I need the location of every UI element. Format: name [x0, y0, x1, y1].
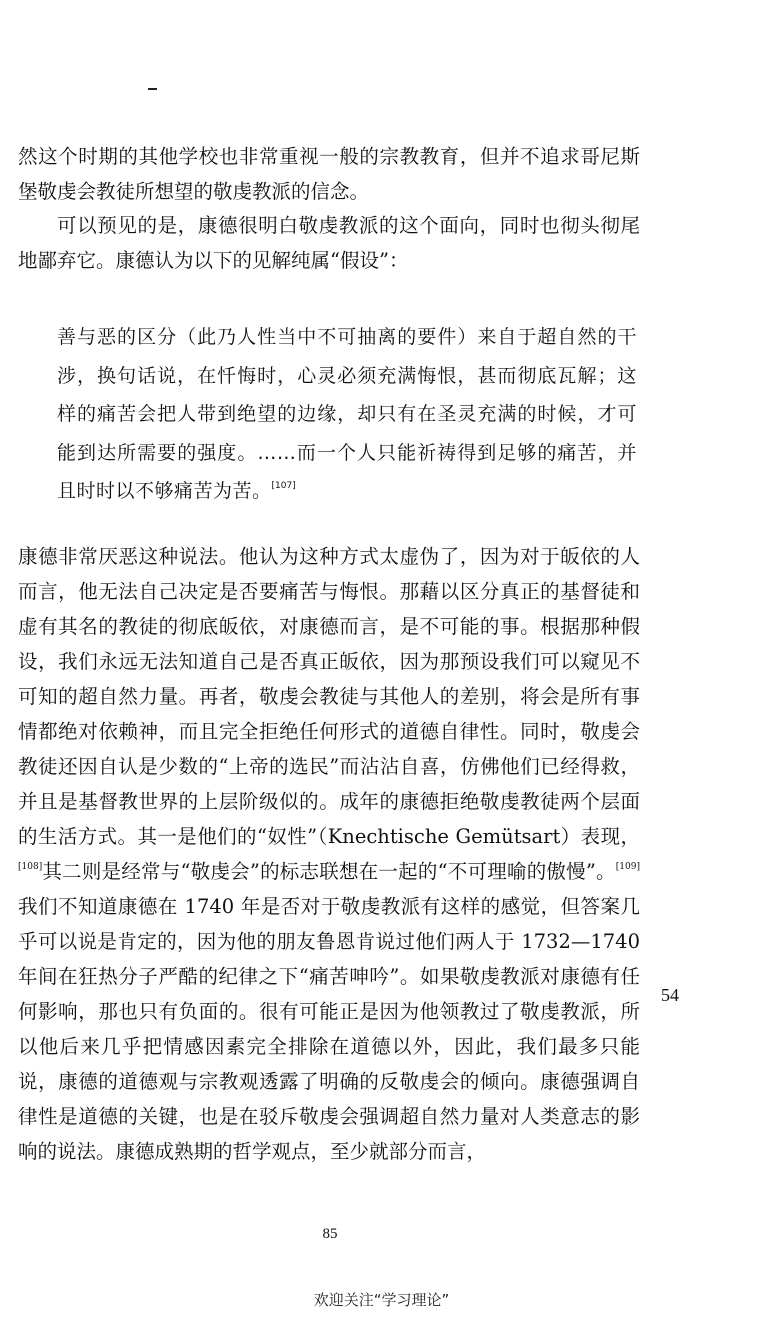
- footnote-ref-108: [108]: [18, 862, 43, 872]
- paragraph-3-text-b: 其二则是经常与“敬虔会”的标志联想在一起的“不可理喻的傲慢”。: [42, 860, 616, 883]
- stray-mark: [148, 88, 157, 90]
- paragraph-1-text: 然这个时期的其他学校也非常重视一般的宗教教育，但并不追求哥尼斯堡敬虔会教徒所想望的敬虔教派的信念。: [18, 145, 640, 203]
- page-number: 85: [322, 1226, 338, 1242]
- paragraph-1: [18, 139, 640, 209]
- paragraph-3-text-a: 康德非常厌恶这种说法。他认为这种方式太虚伪了，因为对于皈依的人而言，他无法自己决定是否要痛苦与悔恨。那藉以区分真正的基督徒和虚有其名的教徒的彻底皈依，对康德而言，是不可能的事。根据那种假设，我们永远无法知道自己是否真正皈依，因为那预设我们可以窥见不可知的超自然力量。再者，敬虔会教徒与其他人的差别，将会是所有事情都绝对依赖神，而且完全拒绝任何形式的道德自律性。同时，敬虔会教徒还因自认是少数的“上帝的选民”而沾沾自喜，仿佛他们已经得救，并且是基督教世界的上层阶级似的。成年的康德拒绝敬虔教徒两个层面的生活方式。其一是他们的“奴性”（Knechtische Gemütsart）表现，: [18, 545, 640, 848]
- paragraph-3: [18, 539, 640, 1169]
- footnote-ref-107: [107]: [271, 481, 296, 491]
- block-quote-text: 善与恶的区分（此乃人性当中不可抽离的要件）来自于超自然的干涉，换句话说，在忏悔时，心灵必须充满悔恨，甚而彻底瓦解；这样的痛苦会把人带到绝望的边缘，却只有在圣灵充满的时候，才可能到达所需要的强度。……而一个人只能祈祷得到足够的痛苦，并且时时以不够痛苦为苦。: [57, 326, 637, 502]
- footnote-ref-109: [109]: [615, 862, 640, 872]
- footer-text: 欢迎关注“学习理论”: [313, 1291, 450, 1309]
- block-quote: [57, 318, 637, 511]
- paragraph-2: [18, 208, 640, 278]
- paragraph-2-text: 可以预见的是，康德很明白敬虔教派的这个面向，同时也彻头彻尾地鄙弃它。康德认为以下的见解纯属“假设”：: [18, 214, 640, 272]
- margin-page-number: 54: [661, 985, 679, 1005]
- paragraph-3-text-c: 我们不知道康德在 1740 年是否对于敬虔教派有这样的感觉，但答案几乎可以说是肯定的，因为他的朋友鲁恩肯说过他们两人于 1732—1740 年间在狂热分子严酷的纪律之下“痛苦呻吟”。如果敬虔教派对康德有任何影响，那也只有负面的。很有可能正是因为他领教过了敬虔教派，所以他后来几乎把情感因素完全排除在道德以外，因此，我们最多只能说，康德的道德观与宗教观透露了明确的反敬虔会的倾向。康德强调自律性是道德的关键，也是在驳斥敬虔会强调超自然力量对人类意志的影响的说法。康德成熟期的哲学观点，至少就部分而言，: [18, 895, 640, 1163]
